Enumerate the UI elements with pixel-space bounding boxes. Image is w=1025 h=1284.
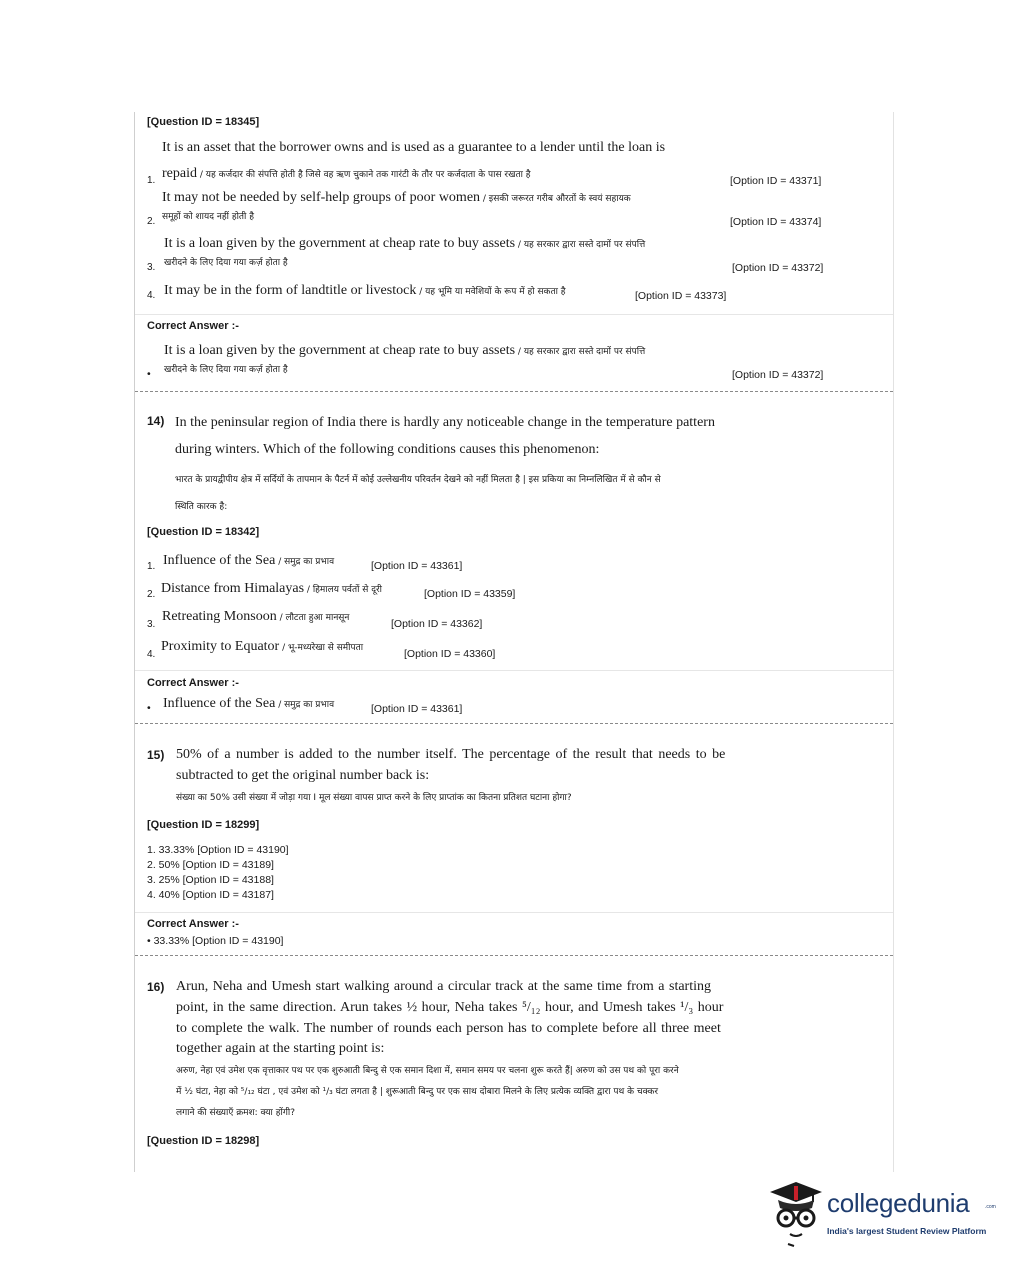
correct-answer-id: [Option ID = 43372] bbox=[732, 369, 824, 381]
question-hindi-line1: अरुण, नेहा एवं उमेश एक वृत्ताकार पथ पर एक शुरुआती बिन्दु से एक समान दिशा में, समान समय पर चलना शुरू करते हैं| अरुण को उस पथ को पूरा करने bbox=[176, 1066, 679, 1076]
option-3-id: [Option ID = 43362] bbox=[391, 618, 483, 630]
question-number: 14) bbox=[147, 414, 165, 428]
option-3-number: 3. bbox=[147, 619, 156, 630]
question-separator bbox=[135, 723, 893, 724]
option-2: 2. 50% [Option ID = 43189] bbox=[147, 859, 274, 871]
question-id: [Question ID = 18298] bbox=[147, 1135, 260, 1147]
option-1-text: It is an asset that the borrower owns and is used as a guarantee to a lender until the loan is bbox=[162, 140, 666, 155]
brand-name: collegedunia bbox=[827, 1188, 970, 1218]
option-3-text: Retreating Monsoon / लौटता हुआ मानसून bbox=[162, 609, 350, 624]
collegedunia-logo bbox=[766, 1178, 996, 1250]
brand-tagline: India's largest Student Review Platform bbox=[827, 1226, 987, 1236]
correct-answer-line2: खरीदने के लिए दिया गया कर्ज़ होता है bbox=[164, 365, 288, 375]
question-text-line3: to complete the walk. The number of rounds each person has to complete before all three meet bbox=[176, 1021, 721, 1036]
question-text-line2: subtracted to get the original number back is: bbox=[176, 768, 430, 783]
question-text-line1: Arun, Neha and Umesh start walking around a circular track at the same time from a starting bbox=[176, 979, 711, 994]
option-1-text: Influence of the Sea / समुद्र का प्रभाव bbox=[163, 553, 335, 568]
option-1-id: [Option ID = 43371] bbox=[730, 175, 822, 187]
divider bbox=[135, 670, 893, 671]
option-1: 1. 33.33% [Option ID = 43190] bbox=[147, 844, 289, 856]
option-1-line2: repaid / यह कर्जदार की संपत्ति होती है जिसे वह ऋण चुकाने तक गारंटी के तौर पर कर्जदाता के पास रखता है bbox=[162, 166, 531, 181]
option-2-text: Distance from Himalayas / हिमालय पर्वतों से दूरी bbox=[161, 581, 382, 596]
question-hindi-line2: स्थिति कारक है: bbox=[175, 502, 228, 512]
correct-answer-id: [Option ID = 43361] bbox=[371, 703, 463, 715]
correct-answer-text: • 33.33% [Option ID = 43190] bbox=[147, 935, 284, 947]
option-3: 3. 25% [Option ID = 43188] bbox=[147, 874, 274, 886]
option-1-number: 1. bbox=[147, 561, 156, 572]
question-id: [Question ID = 18345] bbox=[147, 116, 260, 128]
question-text-line1: 50% of a number is added to the number itself. The percentage of the result that needs to be bbox=[176, 747, 726, 762]
option-2-number: 2. bbox=[147, 589, 156, 600]
question-text-line4: together again at the starting point is: bbox=[176, 1041, 385, 1056]
option-4-text: Proximity to Equator / भू-मध्यरेखा से समीपता bbox=[161, 639, 364, 654]
correct-answer-label: Correct Answer :- bbox=[147, 320, 239, 332]
option-4: 4. 40% [Option ID = 43187] bbox=[147, 889, 274, 901]
question-hindi-line1: भारत के प्रायद्वीपीय क्षेत्र में सर्दियों के तापमान के पैटर्न में कोई उल्लेखनीय परिवर्तन देखने को नहीं मिलता है | इस प्रकिया का निम्नलिखित में से कौन से bbox=[175, 475, 661, 485]
option-1-number: 1. bbox=[147, 175, 156, 186]
option-2-number: 2. bbox=[147, 216, 156, 227]
option-4-id: [Option ID = 43373] bbox=[635, 290, 727, 302]
divider bbox=[135, 314, 893, 315]
option-2-id: [Option ID = 43359] bbox=[424, 588, 516, 600]
question-id: [Question ID = 18342] bbox=[147, 526, 260, 538]
brand-domain: .com bbox=[985, 1204, 996, 1210]
correct-answer-label: Correct Answer :- bbox=[147, 918, 239, 930]
option-2-text: It may not be needed by self-help groups of poor women / इसकी जरूरत गरीब औरतों के स्वयं सहायक bbox=[162, 190, 631, 205]
option-4-text: It may be in the form of landtitle or livestock / यह भूमि या मवेशियों के रूप में हो सकता है bbox=[164, 283, 566, 298]
option-3-id: [Option ID = 43372] bbox=[732, 262, 824, 274]
question-hindi-line2: में ½ घंटा, नेहा को ⁵/₁₂ घंटा , एवं उमेश को ¹/₃ घंटा लगता है | शुरूआती बिन्दु पर एक साथ दोबारा मिलने के लिए प्रत्येक व्यक्ति द्वारा पथ के चक्कर bbox=[176, 1087, 659, 1097]
option-4-number: 4. bbox=[147, 649, 156, 660]
question-hindi-line1: संख्या का 50% उसी संख्या में जोड़ा गया I मूल संख्या वापस प्राप्त करने के लिए प्राप्तांक का कितना प्रतिशत घटाना होगा? bbox=[176, 793, 572, 803]
question-hindi-line3: लगाने की संख्याएँ क्रमश: क्या होंगी? bbox=[176, 1108, 296, 1118]
divider bbox=[135, 912, 893, 913]
question-separator bbox=[135, 391, 893, 392]
question-number: 15) bbox=[147, 748, 165, 762]
question-id: [Question ID = 18299] bbox=[147, 819, 260, 831]
question-text-line2: during winters. Which of the following conditions causes this phenomenon: bbox=[175, 442, 600, 457]
correct-answer-text: It is a loan given by the government at cheap rate to buy assets / यह सरकार द्वारा सस्ते दामों पर संपत्ति bbox=[164, 343, 646, 358]
question-number: 16) bbox=[147, 980, 165, 994]
option-4-id: [Option ID = 43360] bbox=[404, 648, 496, 660]
question-text-line2: point, in the same direction. Arun takes ½ hour, Neha takes ⁵/₁₂ hour, and Umesh takes ¹/₃ hour bbox=[176, 1000, 724, 1015]
option-3-number: 3. bbox=[147, 262, 156, 273]
option-3-line2: खरीदने के लिए दिया गया कर्ज़ होता है bbox=[164, 258, 288, 268]
question-text-line1: In the peninsular region of India there is hardly any noticeable change in the temperature pattern bbox=[175, 415, 715, 430]
bullet: • bbox=[147, 368, 151, 380]
question-separator bbox=[135, 955, 893, 956]
option-2-id: [Option ID = 43374] bbox=[730, 216, 822, 228]
bullet: • bbox=[147, 702, 151, 714]
correct-answer-text: Influence of the Sea / समुद्र का प्रभाव bbox=[163, 696, 335, 711]
student-mascot-icon bbox=[766, 1178, 826, 1250]
option-4-number: 4. bbox=[147, 290, 156, 301]
option-2-line2: समूहों को शायद नहीं होती है bbox=[162, 212, 255, 222]
correct-answer-label: Correct Answer :- bbox=[147, 677, 239, 689]
option-1-id: [Option ID = 43361] bbox=[371, 560, 463, 572]
option-3-text: It is a loan given by the government at cheap rate to buy assets / यह सरकार द्वारा सस्ते दामों पर संपत्ति bbox=[164, 236, 646, 251]
question-paper bbox=[134, 112, 894, 1172]
